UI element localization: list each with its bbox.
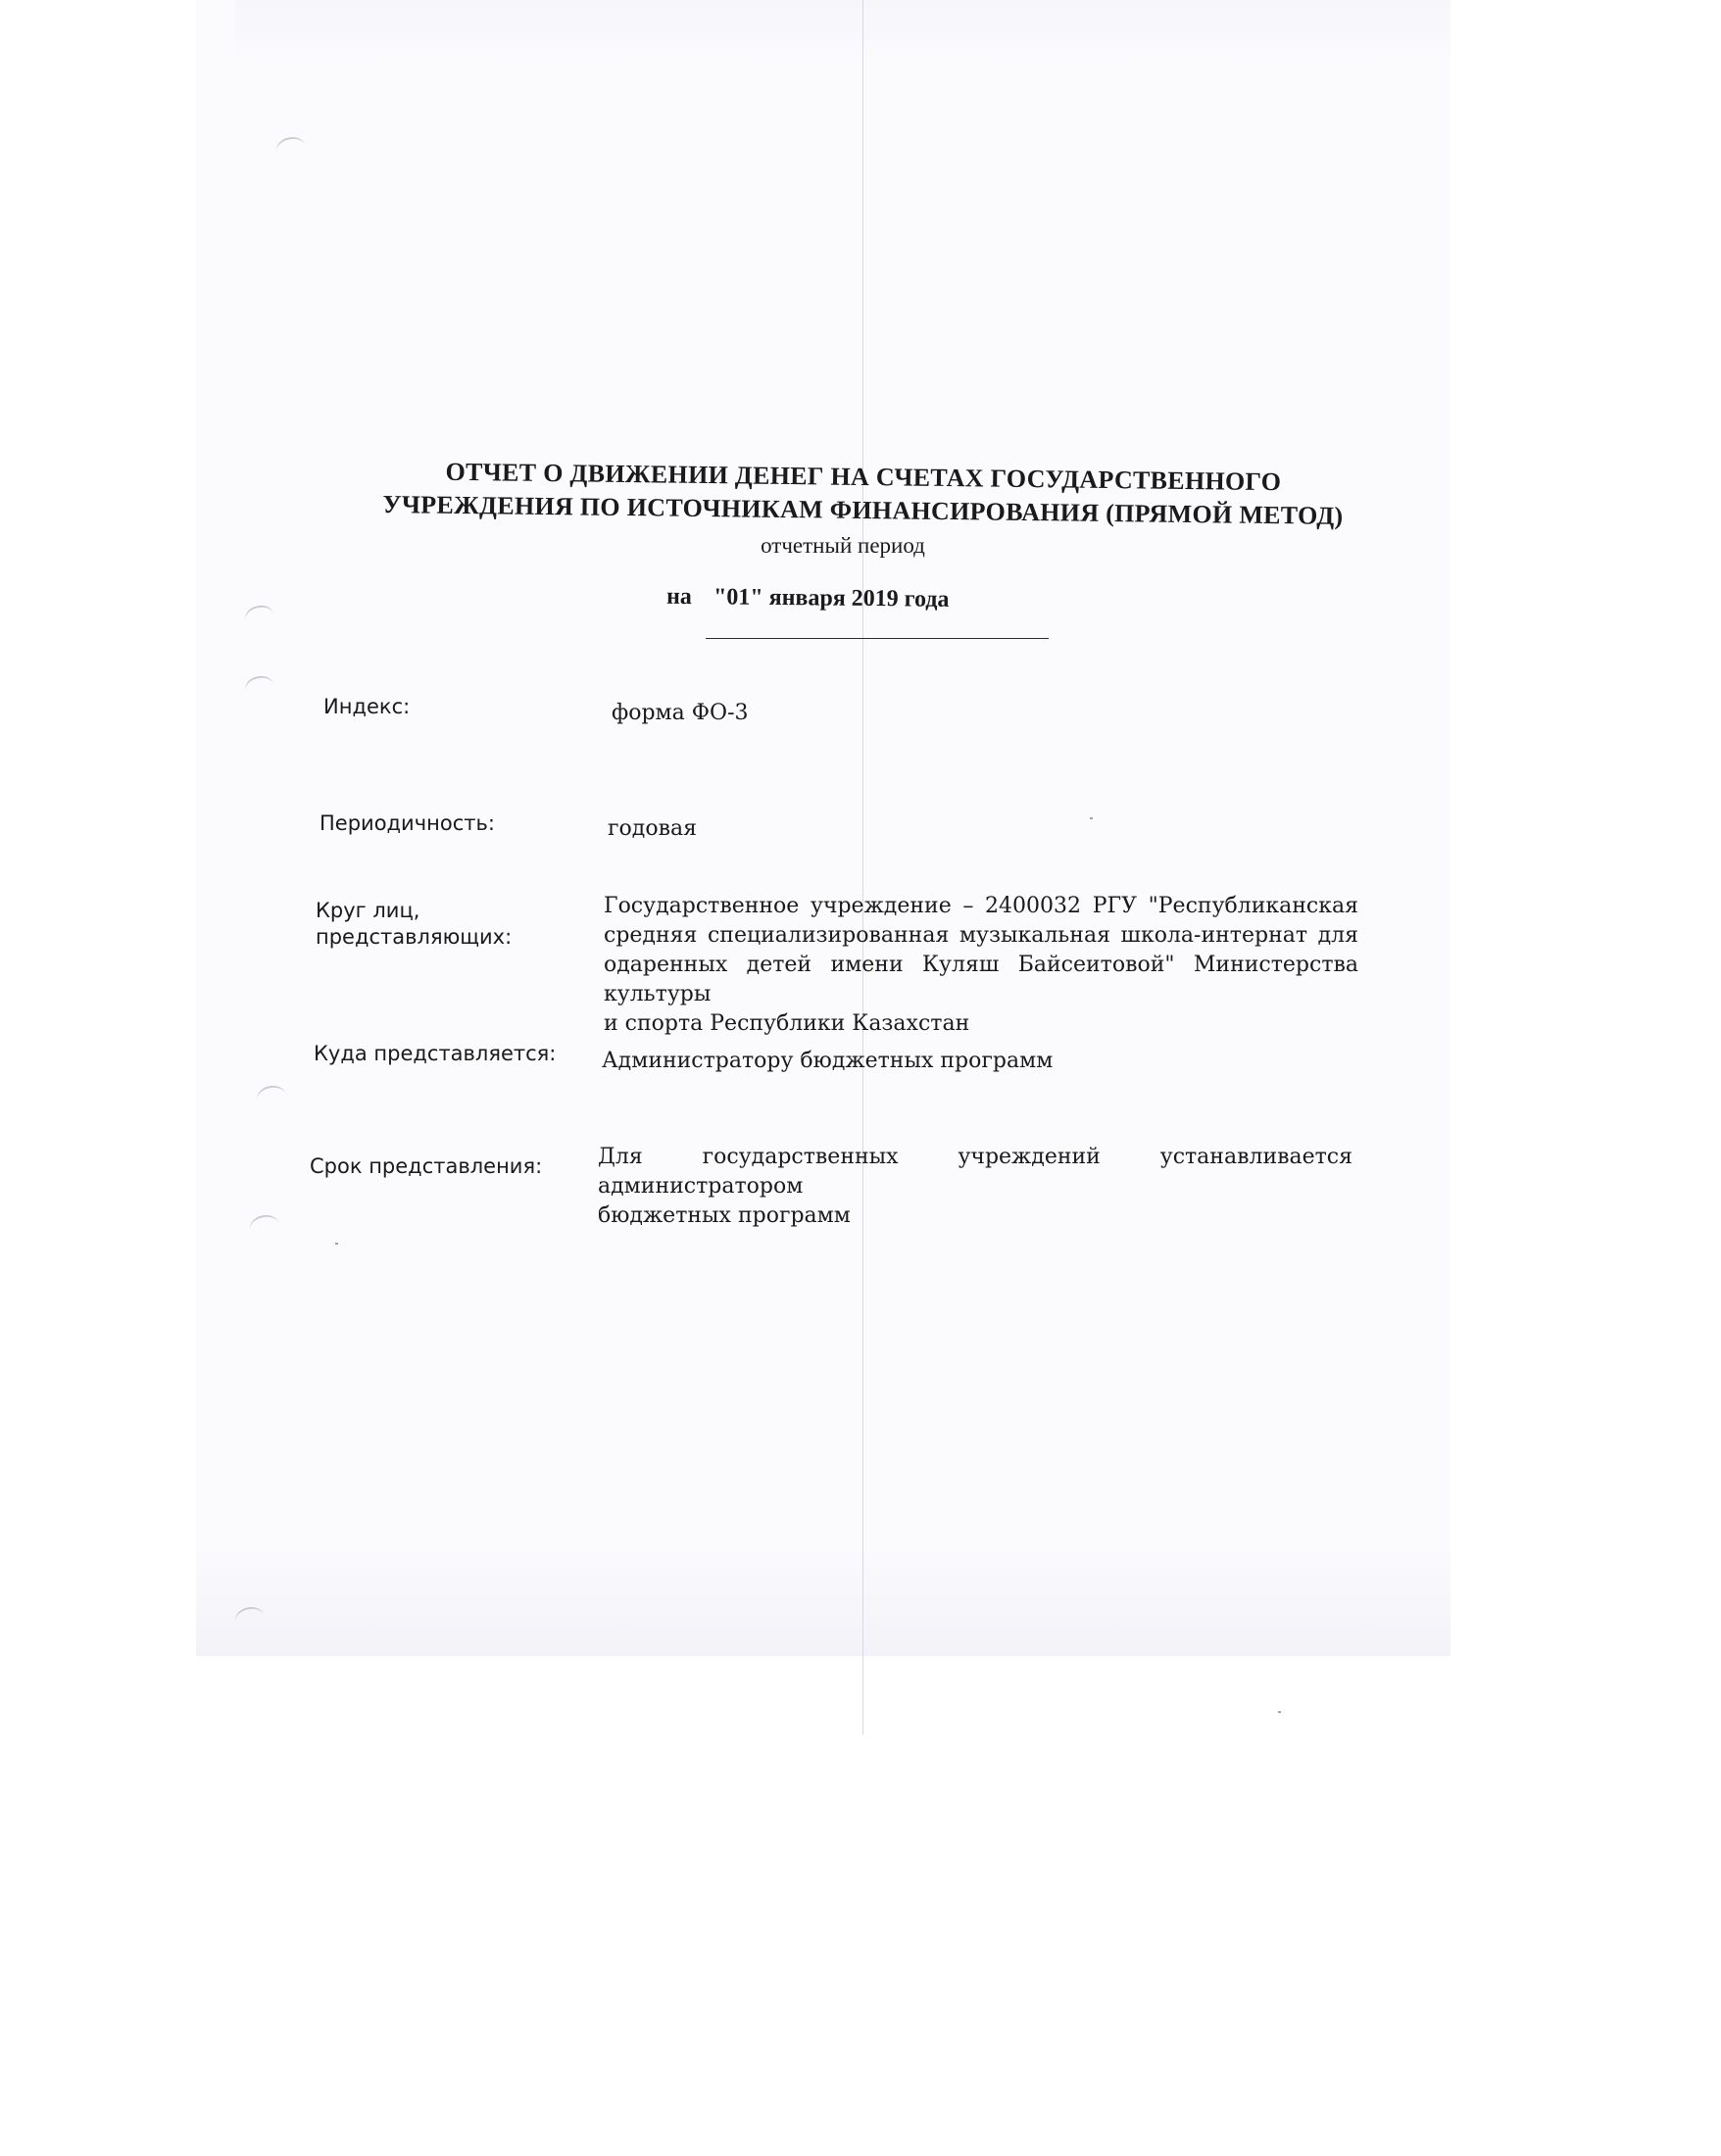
reporting-period-label: отчетный период — [761, 533, 925, 558]
report-date — [666, 584, 1078, 614]
scan-shadow-top — [235, 0, 1451, 59]
deadline-value-line: Для государственных учреждений устанавливается администратором — [598, 1145, 1352, 1199]
deadline-value — [598, 1143, 1352, 1231]
title-line: УЧРЕЖДЕНИЯ ПО ИСТОЧНИКАМ ФИНАНСИРОВАНИЯ (ПРЯМОЙ МЕТОД) — [382, 489, 1344, 530]
date-prefix: на — [665, 583, 692, 611]
recipient-value: Администратору бюджетных программ — [602, 1049, 1054, 1073]
date-value: "01" января 2019 года — [713, 584, 950, 612]
date-underline — [706, 638, 1049, 639]
submitters-label-line: Круг лиц, — [316, 899, 420, 922]
submitters-value-line: Государственное учреждение – 2400032 РГУ "Республиканская — [604, 894, 1358, 918]
title-line: ОТЧЕТ О ДВИЖЕНИИ ДЕНЕГ НА СЧЕТАХ ГОСУДАРСТВЕННОГО — [445, 457, 1282, 497]
submitters-label-line: представляющих: — [316, 925, 513, 949]
recipient-label: Куда представляется: — [314, 1042, 557, 1065]
scan-speck — [1278, 1711, 1281, 1713]
submitters-value-line: одаренных детей имени Куляш Байсеитовой" Министерства культуры — [604, 953, 1358, 1006]
scan-speck — [1090, 817, 1093, 819]
submitters-value-line: и спорта Республики Казахстан — [604, 1011, 970, 1036]
index-value: форма ФО-3 — [612, 701, 749, 725]
submitters-label — [316, 898, 512, 951]
periodicity-value: годовая — [608, 816, 697, 841]
scan-shadow-bottom — [196, 1548, 1451, 1656]
index-label: Индекс: — [323, 695, 411, 718]
deadline-label: Срок представления: — [310, 1154, 543, 1178]
periodicity-label: Периодичность: — [320, 811, 495, 835]
submitters-value — [604, 892, 1358, 1036]
fold-line — [862, 0, 863, 1735]
scan-speck — [335, 1243, 338, 1245]
deadline-value-line: бюджетных программ — [598, 1203, 851, 1228]
submitters-value-line: средняя специализированная музыкальная школа-интернат для — [604, 923, 1358, 948]
